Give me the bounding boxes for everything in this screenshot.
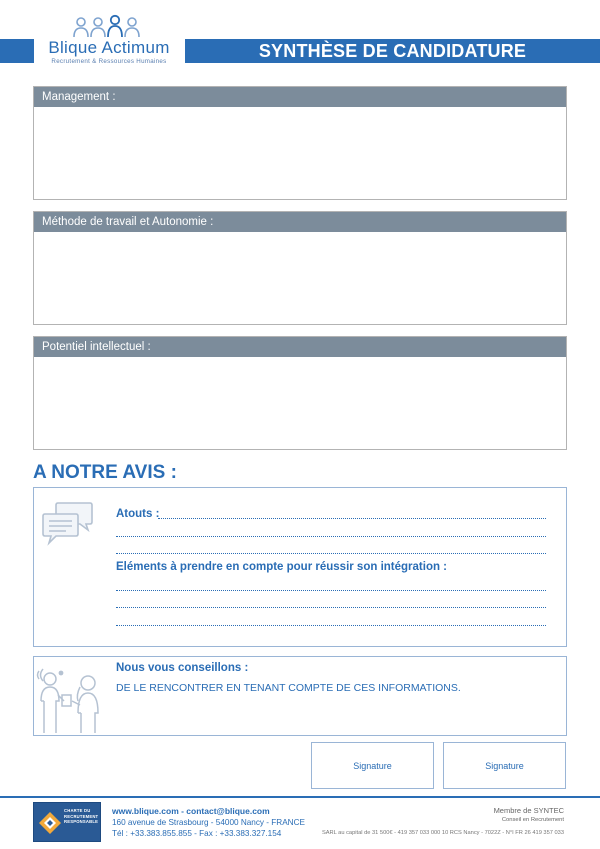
- brand-logo: [38, 14, 180, 70]
- section-methode-travail: [33, 211, 567, 325]
- atouts-label: Atouts :: [116, 508, 160, 520]
- footer-phone: Tél : +33.383.855.855 - Fax : +33.383.327.154: [112, 829, 282, 838]
- section-management: [33, 86, 567, 200]
- atouts-line-1[interactable]: [158, 518, 546, 519]
- chat-bubbles-icon: [42, 500, 94, 546]
- footer-address: 160 avenue de Strasbourg - 54000 Nancy - FRANCE: [112, 818, 305, 827]
- footer-divider: [0, 796, 600, 798]
- signature-box-1[interactable]: [311, 742, 434, 789]
- footer-legal: SARL au capital de 31 500€ - 419 357 033 000 10 RCS Nancy - 7022Z - N°I FR 26 419 357 033: [321, 830, 564, 836]
- signature-label-1: Signature: [353, 760, 392, 771]
- conseil-title: Nous vous conseillons :: [116, 662, 249, 674]
- avis-title: A NOTRE AVIS :: [33, 462, 177, 483]
- atouts-line-2[interactable]: [116, 536, 546, 537]
- header-title-bar: [185, 39, 600, 63]
- elements-line-1[interactable]: [116, 590, 546, 591]
- signature-box-2[interactable]: [443, 742, 566, 789]
- brand-name: Blique Actimum: [48, 38, 170, 57]
- brand-tagline: Recrutement & Ressources Humaines: [51, 58, 167, 65]
- conseil-text: DE LE RENCONTRER EN TENANT COMPTE DE CES INFORMATIONS.: [116, 682, 461, 694]
- page-title: SYNTHÈSE DE CANDIDATURE: [258, 40, 527, 61]
- elements-line-3[interactable]: [116, 625, 546, 626]
- header-bar-left: [0, 39, 34, 63]
- badge-text: [64, 808, 98, 825]
- section-management-label: Management :: [34, 87, 566, 107]
- people-logo-icon: [68, 14, 148, 38]
- people-talking-icon: [36, 665, 108, 735]
- diamond-logo-icon: [38, 811, 62, 835]
- footer-syntec-sub: Conseil en Recrutement: [501, 817, 564, 823]
- elements-label: Eléments à prendre en compte pour réussir son intégration :: [116, 561, 448, 573]
- badge-line-1: CHARTE DU: [64, 808, 91, 813]
- signature-label-2: Signature: [485, 760, 524, 771]
- footer-syntec: Membre de SYNTEC: [493, 806, 564, 815]
- conseil-box: [33, 656, 567, 736]
- atouts-line-3[interactable]: [116, 553, 546, 554]
- section-potentiel-label: Potentiel intellectuel :: [34, 337, 566, 357]
- badge-line-3: RESPONSABLE: [64, 819, 99, 824]
- badge-line-2: RECRUTEMENT: [64, 813, 99, 819]
- section-methode-travail-label: Méthode de travail et Autonomie :: [34, 212, 566, 232]
- footer-web-contact[interactable]: www.blique.com - contact@blique.com: [112, 806, 270, 816]
- elements-line-2[interactable]: [116, 607, 546, 608]
- section-potentiel-intellectuel: [33, 336, 567, 450]
- charte-recrutement-badge: [33, 802, 101, 842]
- avis-box: [33, 487, 567, 647]
